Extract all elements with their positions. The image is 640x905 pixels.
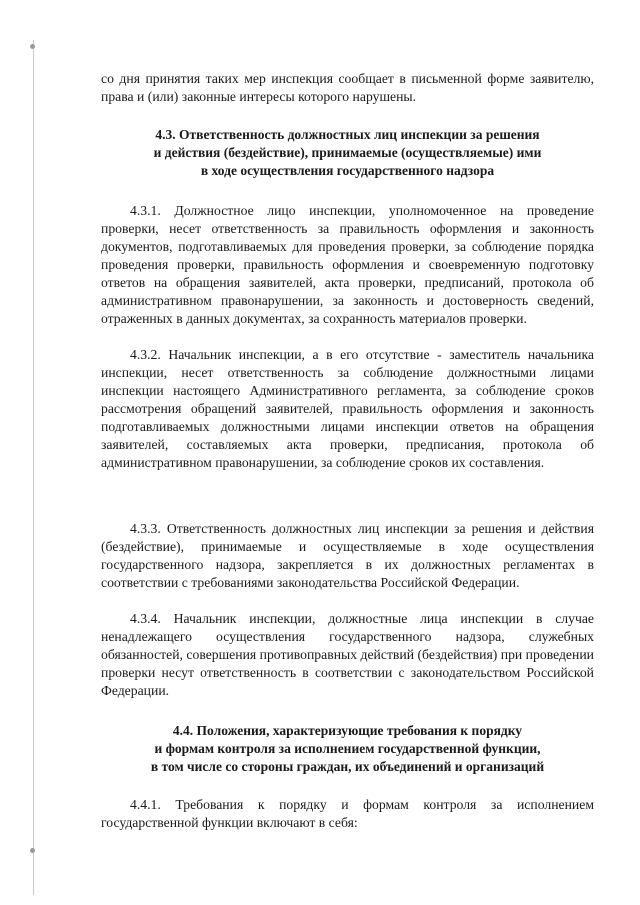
paragraph-4-3-1: 4.3.1. Должностное лицо инспекции, уполномоченное на проведение проверки, несет ответственность за правильность оформления и законность документов, подготавливаемых для проведения проверки, за соблюдение порядка проведения проверки, правильность оформления и своевременную подготовку ответов на обращения заявителей, акта проверки, предписаний, протокола об административном правонарушении, за законность и достоверность сведений, отраженных в данных документах, за сохранность материалов проверки. bbox=[101, 203, 594, 326]
paragraph-4-3-2: 4.3.2. Начальник инспекции, а в его отсутствие - заместитель начальника инспекции, несет ответственность за соблюдение должностными лицами инспекции настоящего Административного регламента, за соблюдение сроков рассмотрения обращений заявителей, правильность оформления и законность подготавливаемых должностными лицами инспекции ответов на обращения заявителей, составляемых акта проверки, предписания, протокола об административном правонарушении, за соблюдение сроков их составления. bbox=[101, 347, 594, 470]
heading-line: 4.3. Ответственность должностных лиц инспекции за решения bbox=[155, 127, 540, 142]
heading-line: в ходе осуществления государственного надзора bbox=[200, 163, 495, 178]
heading-line: и действия (бездействие), принимаемые (осуществляемые) ими bbox=[153, 145, 542, 160]
scan-margin-mark bbox=[30, 44, 35, 49]
scan-margin-line bbox=[33, 40, 34, 895]
heading-line: в том числе со стороны граждан, их объединений и организаций bbox=[150, 759, 545, 774]
paragraph-4-3-4: 4.3.4. Начальник инспекции, должностные лица инспекции в случае ненадлежащего осуществления государственного надзора, служебных обязанностей, совершения противоправных действий (бездействия) при проведении проверки несут ответственность в соответствии с законодательством Российской Федерации. bbox=[101, 611, 594, 698]
heading-line: и формам контроля за исполнением государственной функции, bbox=[154, 741, 541, 756]
section-4-4-heading bbox=[101, 722, 594, 776]
heading-line: 4.4. Положения, характеризующие требования к порядку bbox=[172, 723, 523, 738]
paragraph-4-4-1: 4.4.1. Требования к порядку и формам контроля за исполнением государственной функции включают в себя: bbox=[101, 797, 594, 830]
scan-margin-mark bbox=[30, 848, 35, 853]
section-4-3-heading bbox=[101, 126, 594, 180]
document-body bbox=[101, 70, 594, 832]
intro-paragraph: со дня принятия таких мер инспекция сообщает в письменной форме заявителю, права и (или) законные интересы которого нарушены. bbox=[101, 71, 594, 104]
paragraph-4-3-3: 4.3.3. Ответственность должностных лиц инспекции за решения и действия (бездействие), принимаемые и осуществляемые в ходе осуществления государственного надзора, закрепляется в их должностных регламентах в соответствии с требованиями законодательства Российской Федерации. bbox=[101, 521, 594, 590]
